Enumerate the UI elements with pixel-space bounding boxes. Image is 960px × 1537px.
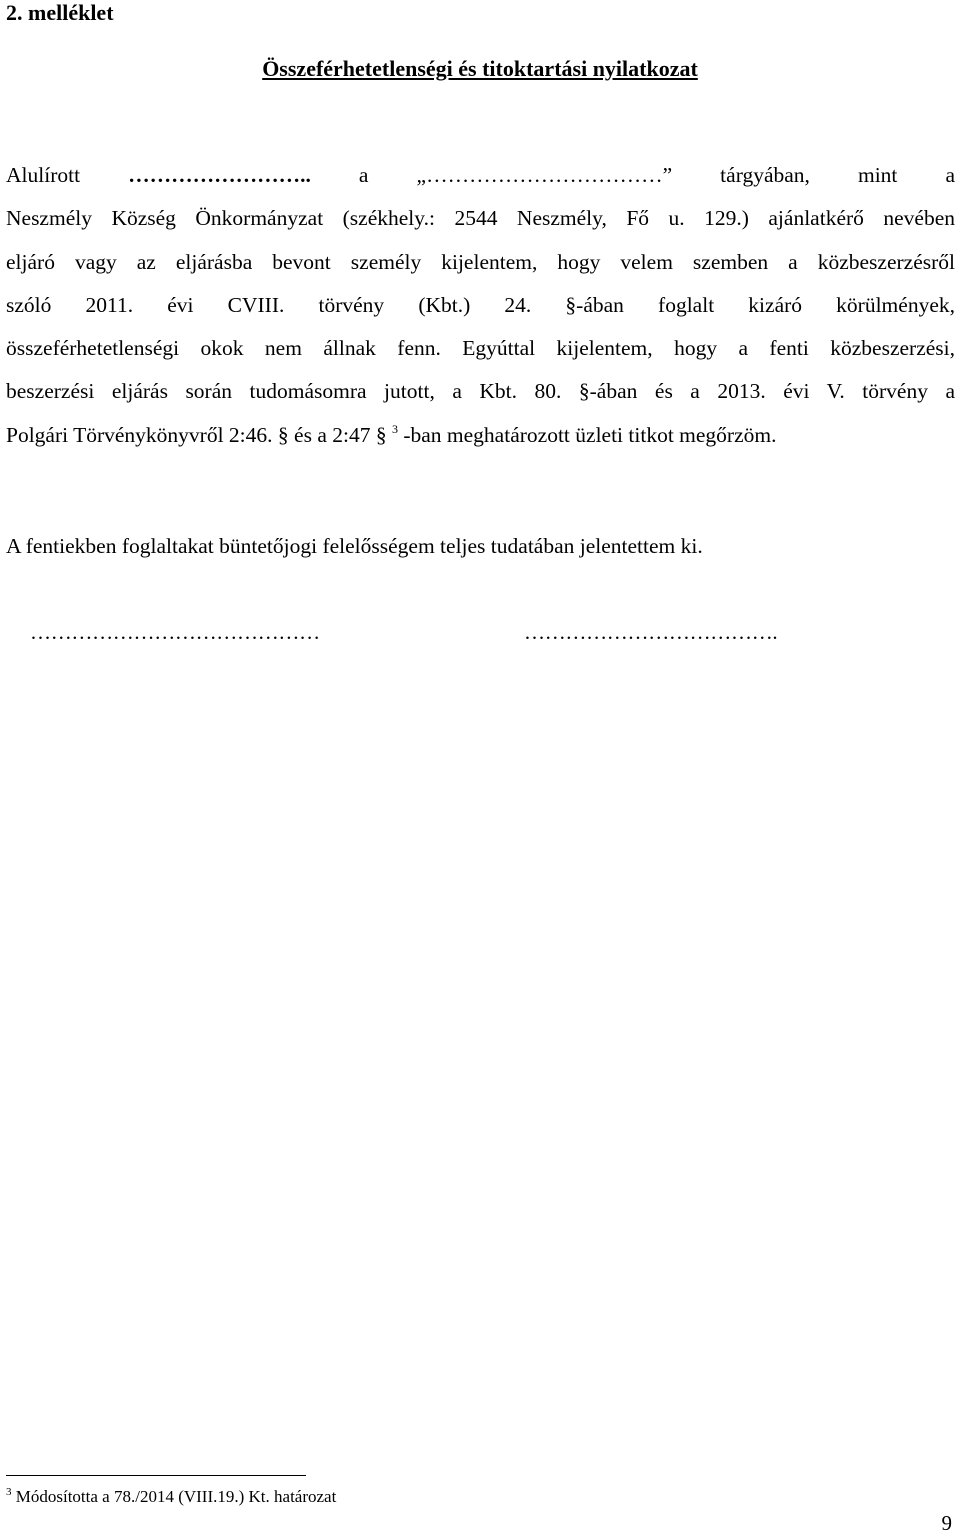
- declaration-paragraph: [6, 154, 955, 457]
- declaration-line-5: összeférhetetlenségi okok nem állnak fenn. Egyúttal kijelentem, hogy a fenti közbeszerzési,: [6, 336, 955, 361]
- document-title: Összeférhetetlenségi és titoktartási nyilatkozat: [262, 56, 698, 81]
- annex-label: 2. melléklet: [6, 0, 114, 25]
- footnote-text: Módosította a 78./2014 (VIII.19.) Kt. határozat: [11, 1487, 337, 1506]
- declaration-line-1: [6, 154, 955, 197]
- footnote: [6, 1486, 336, 1508]
- page-number: 9: [941, 1511, 952, 1535]
- signature-line-right: ……………………………….: [524, 620, 778, 644]
- name-fill-dots: ……………………..: [128, 163, 311, 187]
- footnote-reference: 3: [391, 421, 398, 436]
- declaration-line-7: [6, 414, 955, 457]
- closing-statement: A fentiekben foglaltakat büntetőjogi felelősségem teljes tudatában jelentettem ki.: [6, 534, 703, 558]
- footnote-separator: [6, 1475, 306, 1476]
- declaration-line-2: Neszmély Község Önkormányzat (székhely.: 2544 Neszmély, Fő u. 129.) ajánlatkérő nevében: [6, 206, 955, 231]
- declaration-line-4: szóló 2011. évi CVIII. törvény (Kbt.) 24. §-ában foglalt kizáró körülmények,: [6, 292, 955, 317]
- subject-text: a „……………………………” tárgyában, mint a: [310, 163, 956, 187]
- signature-line-left: ……………………………………: [30, 620, 320, 644]
- footnote-number: 3: [6, 1486, 12, 1498]
- declaration-line-6: beszerzési eljárás során tudomásomra jutott, a Kbt. 80. §-ában és a 2013. évi V. törvény a: [6, 379, 955, 404]
- declaration-line-3: eljáró vagy az eljárásba bevont személy kijelentem, hogy velem szemben a közbeszerzésről: [6, 249, 955, 274]
- line-7-after: -ban meghatározott üzleti titkot megőrzöm.: [397, 422, 777, 447]
- line-7-before: Polgári Törvénykönyvről 2:46. § és a 2:47 §: [6, 422, 392, 447]
- alulirott-text: Alulírott: [6, 163, 129, 187]
